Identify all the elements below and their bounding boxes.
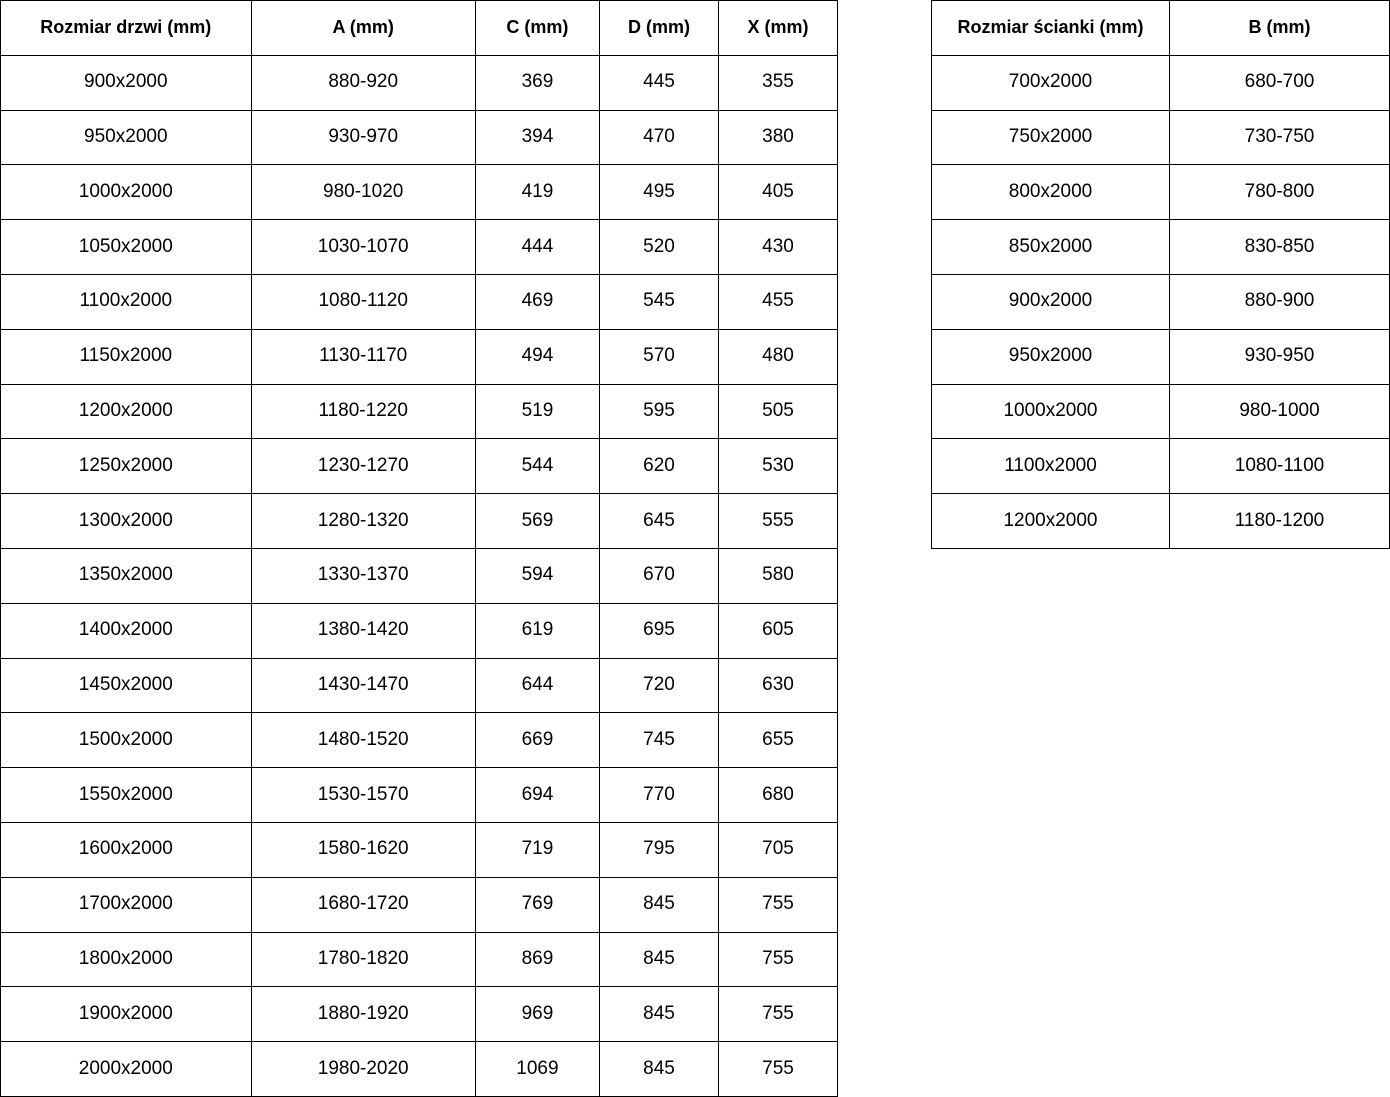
table-cell: 1900x2000: [1, 987, 252, 1042]
table-row: [1, 603, 838, 658]
table-cell: 950x2000: [932, 329, 1170, 384]
table-row: [932, 110, 1390, 165]
table-row: [1, 877, 838, 932]
table-cell: 745: [600, 713, 719, 768]
table-cell: 470: [600, 110, 719, 165]
table-cell: 670: [600, 548, 719, 603]
column-header-a: A (mm): [251, 1, 475, 56]
table-header-row: [1, 1, 838, 56]
table-row: [1, 658, 838, 713]
table-cell: 1980-2020: [251, 1042, 475, 1097]
table-row: [932, 165, 1390, 220]
table-cell: 394: [475, 110, 599, 165]
table-cell: 380: [719, 110, 838, 165]
table-cell: 1000x2000: [932, 384, 1170, 439]
table-row: [1, 768, 838, 823]
table-row: [1, 548, 838, 603]
table-cell: 619: [475, 603, 599, 658]
table-row: [1, 713, 838, 768]
table-row: [932, 329, 1390, 384]
table-cell: 845: [600, 932, 719, 987]
table-cell: 755: [719, 877, 838, 932]
table-cell: 2000x2000: [1, 1042, 252, 1097]
table-cell: 1880-1920: [251, 987, 475, 1042]
table-cell: 680-700: [1170, 55, 1390, 110]
table-cell: 519: [475, 384, 599, 439]
table-cell: 1600x2000: [1, 822, 252, 877]
table-cell: 750x2000: [932, 110, 1170, 165]
table-row: [1, 165, 838, 220]
table-cell: 1000x2000: [1, 165, 252, 220]
table-cell: 544: [475, 439, 599, 494]
table-cell: 1030-1070: [251, 220, 475, 275]
table-cell: 980-1000: [1170, 384, 1390, 439]
table-cell: 655: [719, 713, 838, 768]
table-cell: 780-800: [1170, 165, 1390, 220]
table-cell: 1280-1320: [251, 494, 475, 549]
table-cell: 645: [600, 494, 719, 549]
table-cell: 850x2000: [932, 220, 1170, 275]
table-cell: 1680-1720: [251, 877, 475, 932]
table-cell: 1250x2000: [1, 439, 252, 494]
table-row: [932, 274, 1390, 329]
table-row: [1, 987, 838, 1042]
column-header-x: X (mm): [719, 1, 838, 56]
wall-size-table: [931, 0, 1390, 549]
table-row: [1, 494, 838, 549]
table-cell: 530: [719, 439, 838, 494]
table-cell: 569: [475, 494, 599, 549]
table-cell: 505: [719, 384, 838, 439]
column-header-wall-size: Rozmiar ścianki (mm): [932, 1, 1170, 56]
table-cell: 1350x2000: [1, 548, 252, 603]
table-cell: 520: [600, 220, 719, 275]
table-cell: 900x2000: [1, 55, 252, 110]
table-cell: 720: [600, 658, 719, 713]
table-row: [932, 494, 1390, 549]
table-cell: 570: [600, 329, 719, 384]
table-cell: 1300x2000: [1, 494, 252, 549]
column-header-c: C (mm): [475, 1, 599, 56]
table-row: [932, 439, 1390, 494]
table-cell: 845: [600, 987, 719, 1042]
table-cell: 419: [475, 165, 599, 220]
table-cell: 445: [600, 55, 719, 110]
table-cell: 880-900: [1170, 274, 1390, 329]
table-cell: 680: [719, 768, 838, 823]
table-row: [1, 110, 838, 165]
table-row: [932, 384, 1390, 439]
table-cell: 605: [719, 603, 838, 658]
table-row: [1, 384, 838, 439]
table-row: [932, 55, 1390, 110]
table-cell: 1180-1200: [1170, 494, 1390, 549]
table-cell: 1200x2000: [1, 384, 252, 439]
table-row: [1, 1042, 838, 1097]
table-cell: 580: [719, 548, 838, 603]
table-cell: 700x2000: [932, 55, 1170, 110]
table-cell: 1100x2000: [1, 274, 252, 329]
table-row: [1, 932, 838, 987]
table-cell: 830-850: [1170, 220, 1390, 275]
table-cell: 1330-1370: [251, 548, 475, 603]
table-cell: 755: [719, 932, 838, 987]
table-cell: 1080-1100: [1170, 439, 1390, 494]
table-cell: 1069: [475, 1042, 599, 1097]
table-cell: 900x2000: [932, 274, 1170, 329]
table-cell: 845: [600, 1042, 719, 1097]
table-cell: 355: [719, 55, 838, 110]
table-cell: 1530-1570: [251, 768, 475, 823]
table-cell: 1800x2000: [1, 932, 252, 987]
table-cell: 969: [475, 987, 599, 1042]
table-cell: 1500x2000: [1, 713, 252, 768]
column-header-b: B (mm): [1170, 1, 1390, 56]
table-cell: 755: [719, 987, 838, 1042]
table-row: [1, 55, 838, 110]
table-cell: 880-920: [251, 55, 475, 110]
table-cell: 369: [475, 55, 599, 110]
table-cell: 1150x2000: [1, 329, 252, 384]
table-cell: 1400x2000: [1, 603, 252, 658]
table-cell: 869: [475, 932, 599, 987]
table-cell: 430: [719, 220, 838, 275]
table-row: [1, 439, 838, 494]
table-cell: 1580-1620: [251, 822, 475, 877]
wall-table-wrapper: [931, 0, 1390, 549]
table-cell: 705: [719, 822, 838, 877]
table-cell: 545: [600, 274, 719, 329]
table-cell: 950x2000: [1, 110, 252, 165]
table-row: [932, 220, 1390, 275]
table-cell: 1480-1520: [251, 713, 475, 768]
table-cell: 469: [475, 274, 599, 329]
table-cell: 1200x2000: [932, 494, 1170, 549]
table-cell: 800x2000: [932, 165, 1170, 220]
table-cell: 1180-1220: [251, 384, 475, 439]
table-cell: 595: [600, 384, 719, 439]
table-cell: 1780-1820: [251, 932, 475, 987]
doors-table-header: [1, 1, 838, 56]
table-cell: 494: [475, 329, 599, 384]
table-cell: 455: [719, 274, 838, 329]
table-cell: 669: [475, 713, 599, 768]
table-cell: 1550x2000: [1, 768, 252, 823]
table-row: [1, 822, 838, 877]
table-cell: 594: [475, 548, 599, 603]
table-header-row: [932, 1, 1390, 56]
table-cell: 719: [475, 822, 599, 877]
table-cell: 1430-1470: [251, 658, 475, 713]
table-cell: 1050x2000: [1, 220, 252, 275]
table-cell: 845: [600, 877, 719, 932]
table-cell: 930-970: [251, 110, 475, 165]
table-cell: 630: [719, 658, 838, 713]
table-row: [1, 220, 838, 275]
table-cell: 620: [600, 439, 719, 494]
table-cell: 1380-1420: [251, 603, 475, 658]
table-cell: 770: [600, 768, 719, 823]
table-cell: 405: [719, 165, 838, 220]
doors-table-body: [1, 55, 838, 1096]
table-cell: 980-1020: [251, 165, 475, 220]
table-row: [1, 329, 838, 384]
table-cell: 1700x2000: [1, 877, 252, 932]
table-cell: 480: [719, 329, 838, 384]
table-cell: 444: [475, 220, 599, 275]
table-cell: 555: [719, 494, 838, 549]
table-cell: 795: [600, 822, 719, 877]
wall-table-header: [932, 1, 1390, 56]
table-cell: 1230-1270: [251, 439, 475, 494]
table-cell: 755: [719, 1042, 838, 1097]
table-cell: 644: [475, 658, 599, 713]
table-cell: 1130-1170: [251, 329, 475, 384]
table-cell: 730-750: [1170, 110, 1390, 165]
column-header-d: D (mm): [600, 1, 719, 56]
column-header-door-size: Rozmiar drzwi (mm): [1, 1, 252, 56]
table-cell: 495: [600, 165, 719, 220]
table-cell: 930-950: [1170, 329, 1390, 384]
wall-table-body: [932, 55, 1390, 548]
table-cell: 695: [600, 603, 719, 658]
table-cell: 694: [475, 768, 599, 823]
table-cell: 1450x2000: [1, 658, 252, 713]
table-row: [1, 274, 838, 329]
table-cell: 1100x2000: [932, 439, 1170, 494]
table-cell: 769: [475, 877, 599, 932]
table-cell: 1080-1120: [251, 274, 475, 329]
